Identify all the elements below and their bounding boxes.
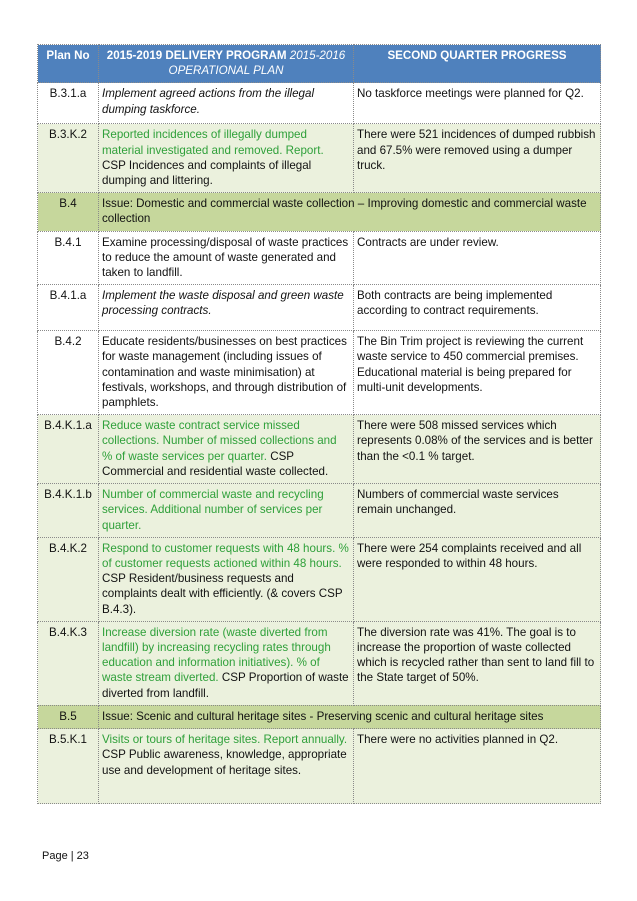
progress-cell: No taskforce meetings were planned for Q2.: [354, 83, 601, 124]
progress-cell: Numbers of commercial waste services remain unchanged.: [354, 484, 601, 538]
progress-cell: Contracts are under review.: [354, 231, 601, 285]
col-header-program-operational: 2015-2016 OPERATIONAL PLAN: [168, 49, 346, 78]
col-header-progress: SECOND QUARTER PROGRESS: [354, 45, 601, 83]
csp-text: CSP Commercial and residential waste collected.: [102, 449, 329, 478]
kpi-text: Reduce waste contract service missed collections. Number of missed collections and % of waste services per quarter.: [102, 419, 337, 463]
progress-cell: The Bin Trim project is reviewing the current waste service to 450 commercial premises. Educational material is being prepared for multi-unit developments.: [354, 331, 601, 415]
table-row: [38, 331, 601, 415]
program-cell: [99, 415, 354, 484]
program-cell: [99, 484, 354, 538]
kpi-text: Increase diversion rate (waste diverted from landfill) by increasing recycling rates through education and information initiatives). % of waste stream diverted.: [102, 625, 331, 685]
progress-cell: There were 521 incidences of dumped rubbish and 67.5% were removed using a dumper truck.: [354, 124, 601, 193]
kpi-text: Reported incidences of illegally dumped material investigated and removed. Report.: [102, 128, 324, 157]
progress-cell: Both contracts are being implemented according to contract requirements.: [354, 285, 601, 331]
table-row: [38, 124, 601, 193]
kpi-text: Visits or tours of heritage sites. Report annually.: [102, 733, 348, 747]
table-row: [38, 415, 601, 484]
table-row: [38, 285, 601, 331]
table-row: [38, 537, 601, 621]
table-row: [38, 621, 601, 705]
plan-no-cell: B.3.K.2: [38, 124, 99, 193]
program-cell: Examine processing/disposal of waste practices to reduce the amount of waste generated and taken to landfill.: [99, 231, 354, 285]
issue-cell: Issue: Domestic and commercial waste collection – Improving domestic and commercial waste collection: [99, 193, 601, 231]
issue-row: [38, 705, 601, 728]
progress-cell: There were 508 missed services which represents 0.08% of the services and is better than the <0.1 % target.: [354, 415, 601, 484]
col-header-program: [99, 45, 354, 83]
progress-cell: There were no activities planned in Q2.: [354, 729, 601, 804]
plan-no-cell: B.5: [38, 705, 99, 728]
kpi-text: Number of commercial waste and recycling services. Additional number of services per quarter.: [102, 488, 324, 532]
issue-row: [38, 193, 601, 231]
program-cell: [99, 124, 354, 193]
col-header-program-main: 2015-2019 DELIVERY PROGRAM: [106, 49, 287, 62]
plan-no-cell: B.4.K.1.b: [38, 484, 99, 538]
program-cell: Educate residents/businesses on best practices for waste management (including issues of contamination and waste minimisation) at festivals, workshops, and through distribution of pamphlets.: [99, 331, 354, 415]
plan-no-cell: B.4.K.3: [38, 621, 99, 705]
progress-cell: The diversion rate was 41%. The goal is to increase the proportion of waste collected which is recycled rather than sent to land fill to the State target of 50%.: [354, 621, 601, 705]
csp-text: CSP Resident/business requests and complaints dealt with efficiently. (& covers CSP B.4.3).: [102, 572, 343, 616]
kpi-text: Respond to customer requests with 48 hours. % of customer requests actioned within 48 hours.: [102, 541, 349, 571]
plan-no-cell: B.4.K.2: [38, 537, 99, 621]
table-row: [38, 231, 601, 285]
table-row: [38, 484, 601, 538]
program-cell: Implement the waste disposal and green waste processing contracts.: [99, 285, 354, 331]
program-cell: [99, 621, 354, 705]
plan-no-cell: B.4.2: [38, 331, 99, 415]
plan-no-cell: B.5.K.1: [38, 729, 99, 804]
csp-text: CSP Public awareness, knowledge, appropriate use and development of heritage sites.: [102, 748, 347, 777]
col-header-plan-no: Plan No: [38, 45, 99, 83]
plan-no-cell: B.4.1.a: [38, 285, 99, 331]
table-row: [38, 729, 601, 804]
page-number: Page | 23: [42, 850, 89, 862]
plan-no-cell: B.4.K.1.a: [38, 415, 99, 484]
table-row: [38, 83, 601, 124]
program-cell: [99, 537, 354, 621]
header-row: [38, 45, 601, 83]
program-cell: [99, 729, 354, 804]
issue-cell: Issue: Scenic and cultural heritage sites - Preserving scenic and cultural heritage sites: [99, 705, 601, 728]
program-cell: Implement agreed actions from the illegal dumping taskforce.: [99, 83, 354, 124]
plan-no-cell: B.4.1: [38, 231, 99, 285]
delivery-program-table: [37, 44, 601, 804]
csp-text: CSP Incidences and complaints of illegal dumping and littering.: [102, 158, 312, 188]
plan-no-cell: B.3.1.a: [38, 83, 99, 124]
plan-no-cell: B.4: [38, 193, 99, 231]
progress-cell: There were 254 complaints received and all were responded to within 48 hours.: [354, 537, 601, 621]
csp-text: CSP Proportion of waste diverted from landfill.: [102, 671, 349, 700]
